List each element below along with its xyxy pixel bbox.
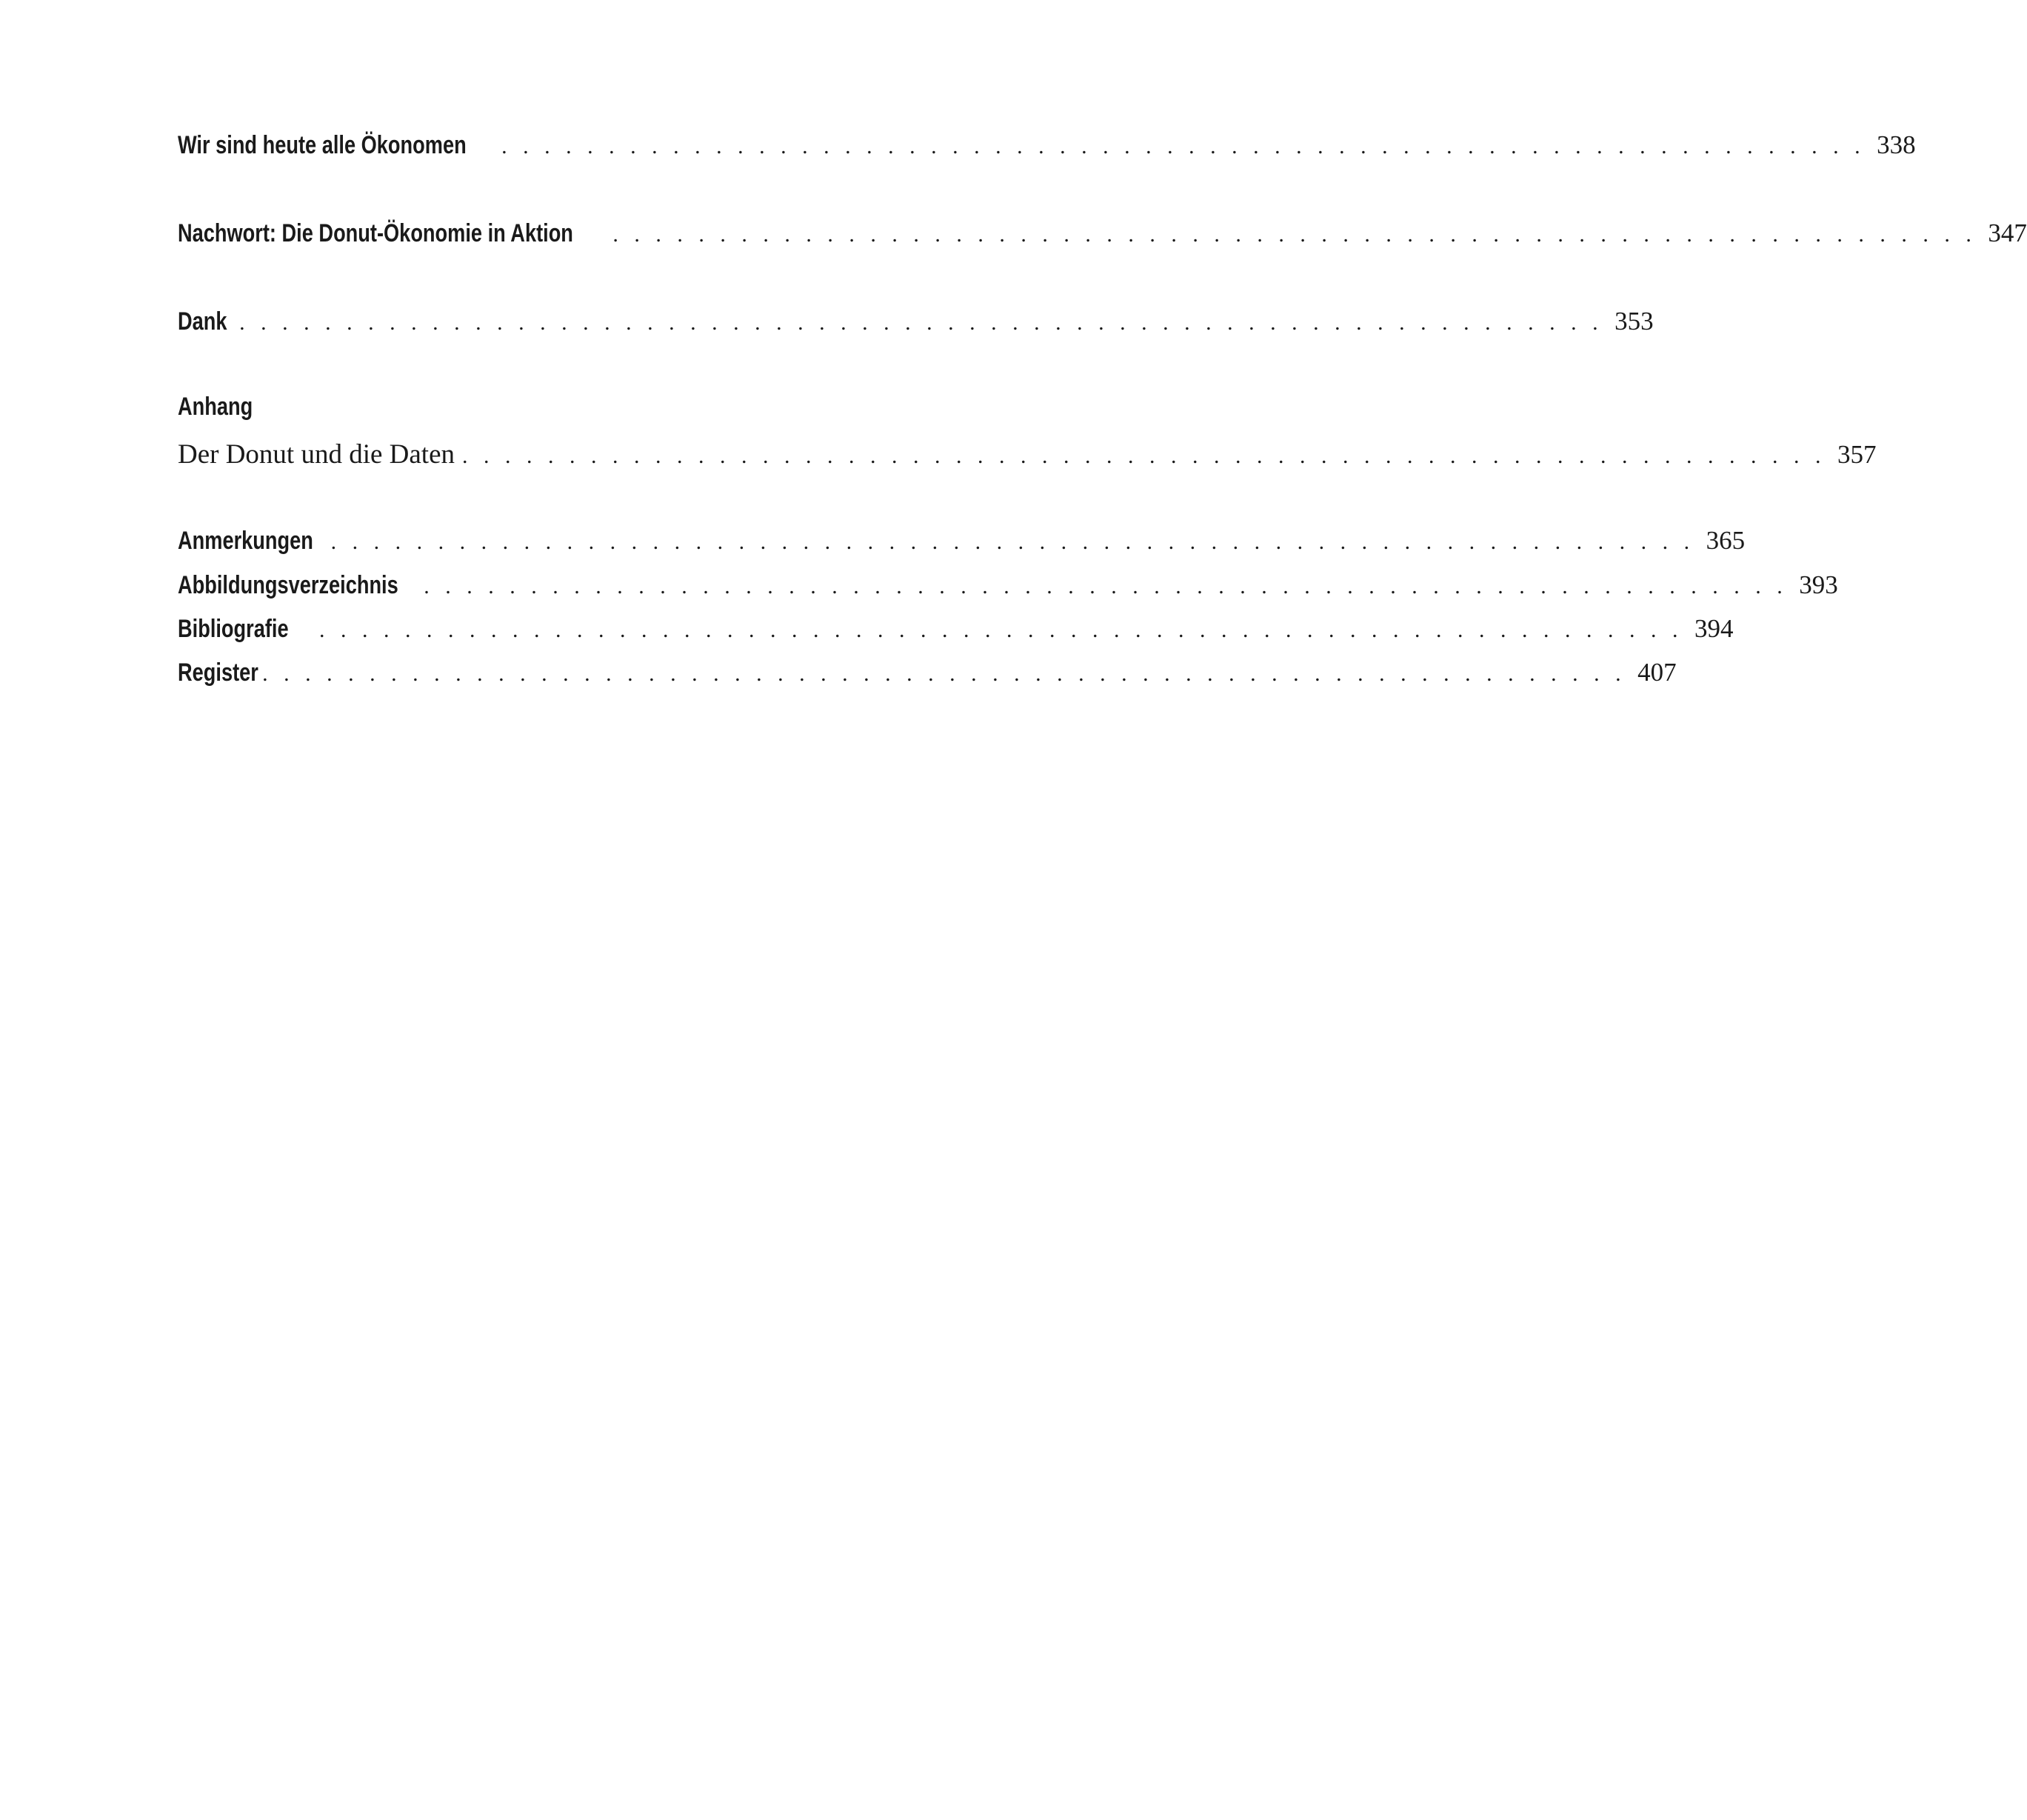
toc-entry: [178, 307, 1654, 345]
toc-leader-dots: . . . . . . . . . . . . . . . . . . . . . . . . . . . . . . . . . . . . . . . . . . . . . . . . . . . . . . . . . . . . . . . .: [330, 530, 1695, 554]
toc-leader-dots: . . . . . . . . . . . . . . . . . . . . . . . . . . . . . . . . . . . . . . . . . . . . . . . . . . . . . . . . . . . . . . . .: [424, 574, 1788, 599]
toc-entry-page: 353: [1614, 307, 1654, 336]
toc-entry: [178, 130, 1916, 169]
toc-entry: [178, 570, 1838, 609]
toc-entry-title: Anmerkungen: [178, 527, 313, 555]
toc-entry-page: 394: [1694, 614, 1734, 643]
toc-entry: [178, 658, 1677, 696]
toc-leader-dots: . . . . . . . . . . . . . . . . . . . . . . . . . . . . . . . . . . . . . . . . . . . . . . . . . . . . . . . . . . . . . . . .: [462, 444, 1826, 468]
toc-leader-dots: . . . . . . . . . . . . . . . . . . . . . . . . . . . . . . . . . . . . . . . . . . . . . . . . . . . . . . . . . . . . . . . .: [262, 661, 1626, 686]
toc-leader-dots: . . . . . . . . . . . . . . . . . . . . . . . . . . . . . . . . . . . . . . . . . . . . . . . . . . . . . . . . . . . . . . . .: [612, 222, 1977, 247]
toc-entry: [178, 526, 1746, 564]
toc-leader-dots: . . . . . . . . . . . . . . . . . . . . . . . . . . . . . . . . . . . . . . . . . . . . . . . . . . . . . . . . . . . . . . . .: [239, 310, 1603, 335]
toc-entry-page: 365: [1706, 526, 1746, 555]
toc-entry: [178, 614, 1734, 653]
toc-entry-title: Dank: [178, 307, 227, 336]
section-heading-anhang: Anhang: [178, 393, 253, 421]
toc-entry-title: Der Donut und die Daten: [178, 439, 455, 470]
toc-entry-title: Register: [178, 659, 258, 687]
toc-entry-title: Bibliografie: [178, 615, 289, 643]
toc-entry: [178, 219, 2027, 257]
toc-entry-page: 393: [1799, 570, 1838, 599]
toc-entry-page: 338: [1877, 130, 1916, 159]
toc-leader-dots: . . . . . . . . . . . . . . . . . . . . . . . . . . . . . . . . . . . . . . . . . . . . . . . . . . . . . . . . . . . . . . . .: [319, 618, 1683, 642]
toc-entry-title: Abbildungsverzeichnis: [178, 571, 398, 599]
toc-entry-page: 407: [1637, 658, 1677, 687]
toc-leader-dots: . . . . . . . . . . . . . . . . . . . . . . . . . . . . . . . . . . . . . . . . . . . . . . . . . . . . . . . . . . . . . . . .: [501, 134, 1866, 159]
toc-entry-page: 357: [1837, 440, 1877, 469]
toc-entry-title: Nachwort: Die Donut-Ökonomie in Aktion: [178, 219, 573, 247]
toc-entry-title: Wir sind heute alle Ökonomen: [178, 131, 467, 159]
toc-entry-page: 347: [1988, 219, 2027, 247]
toc-entry: [178, 439, 1877, 477]
